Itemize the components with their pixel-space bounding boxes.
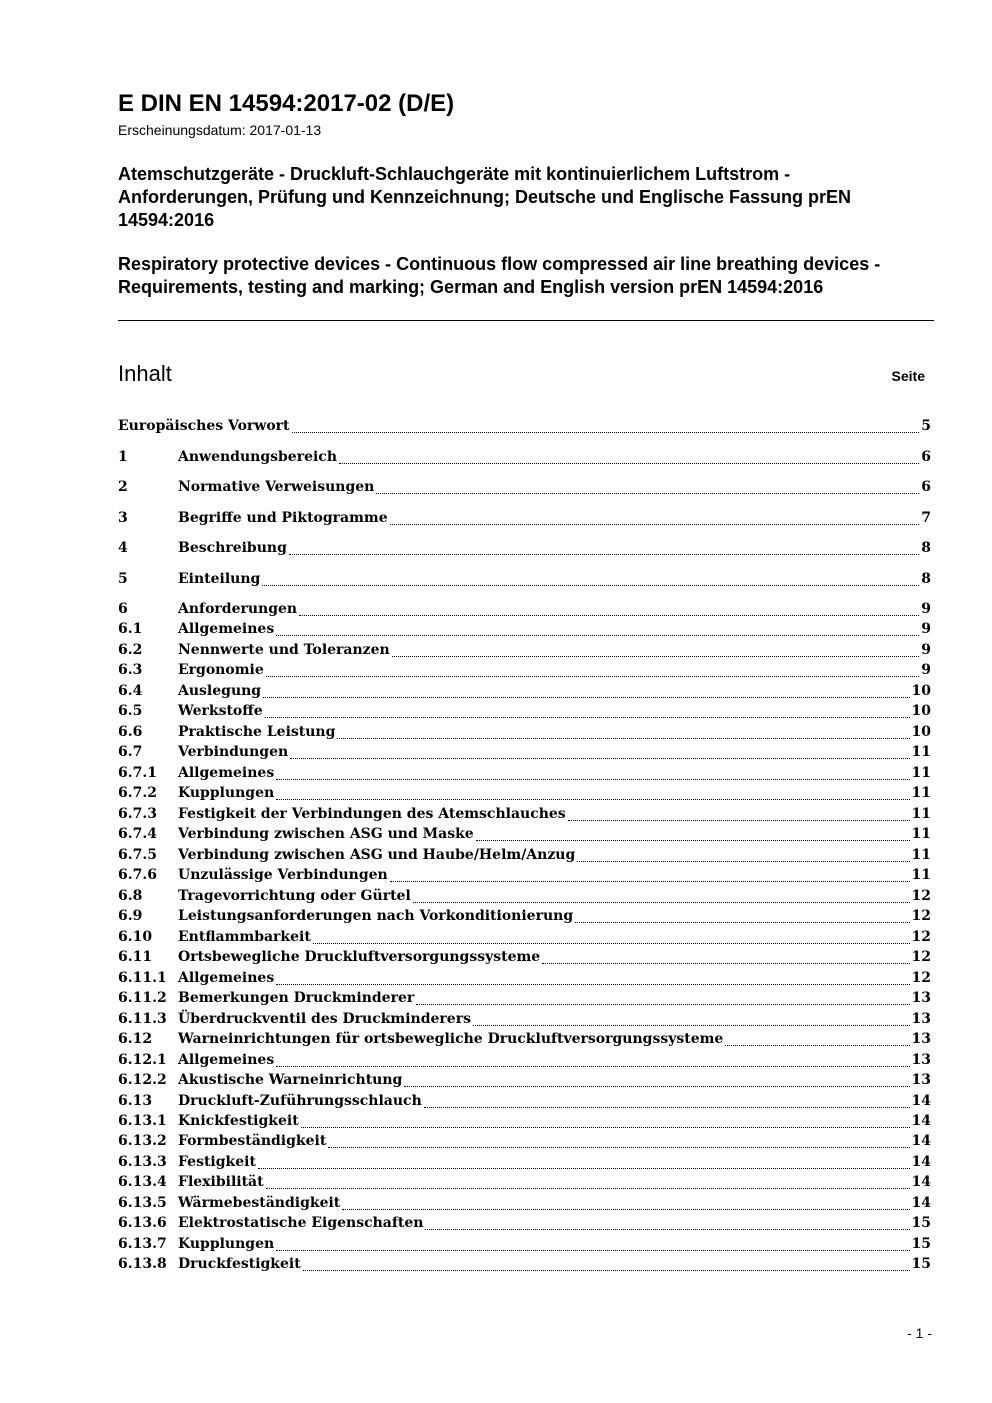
toc-entry[interactable] [118, 1215, 931, 1236]
toc-entry[interactable] [118, 1113, 931, 1134]
toc-dot-leader [299, 615, 919, 616]
toc-entry[interactable] [118, 929, 931, 950]
toc-entry-page: 12 [911, 908, 931, 925]
toc-entry-page: 11 [911, 764, 931, 781]
toc-entry[interactable] [118, 510, 931, 531]
toc-entry-title: Beschreibung [178, 540, 287, 556]
toc-dot-leader [376, 493, 919, 494]
toc-entry-number: 6.9 [118, 908, 143, 925]
toc-heading: Inhalt [118, 361, 172, 386]
toc-entry[interactable] [118, 785, 931, 806]
toc-entry-title: Kupplungen [178, 785, 275, 802]
toc-entry-page: 11 [911, 867, 931, 884]
toc-entry-title: Europäisches Vorwort [118, 418, 290, 434]
toc-dot-leader [276, 1066, 909, 1067]
toc-dot-leader [476, 840, 910, 841]
toc-entry-page: 10 [911, 723, 931, 740]
toc-dot-leader [342, 1209, 909, 1210]
toc-entry[interactable] [118, 724, 931, 745]
toc-entry-title: Auslegung [178, 682, 262, 699]
page-number: - 1 - [907, 1325, 932, 1341]
toc-entry-number: 6.13.1 [118, 1113, 167, 1129]
toc-entry-title: Leistungsanforderungen nach Vorkonditionierung [178, 908, 574, 925]
toc-dot-leader [289, 554, 919, 555]
toc-entry[interactable] [118, 540, 931, 561]
toc-entry-page: 13 [911, 1051, 931, 1068]
toc-entry-title: Kupplungen [178, 1235, 275, 1252]
toc-entry[interactable] [118, 867, 931, 888]
toc-entry-title: Einteilung [178, 570, 261, 587]
document-title: E DIN EN 14594:2017-02 (D/E) [118, 90, 455, 117]
toc-entry[interactable] [118, 806, 931, 827]
toc-dot-leader [266, 1188, 910, 1189]
toc-entry-title: Bemerkungen Druckminderer [178, 990, 415, 1007]
toc-dot-leader [263, 697, 909, 698]
toc-entry-number: 6.12.2 [118, 1072, 167, 1089]
toc-entry-number: 6.8 [118, 887, 143, 904]
toc-entry-title: Ortsbewegliche Druckluftversorgungssysteme [178, 949, 541, 966]
toc-entry-title: Werkstoffe [178, 703, 263, 720]
toc-entry[interactable] [118, 1031, 931, 1052]
toc-entry-number: 6.7.2 [118, 785, 157, 802]
toc-entry[interactable] [118, 949, 931, 970]
toc-entry[interactable] [118, 1256, 931, 1277]
toc-entry[interactable] [118, 765, 931, 786]
toc-entry[interactable] [118, 449, 931, 470]
toc-dot-leader [276, 984, 909, 985]
toc-dot-leader [392, 656, 920, 657]
toc-entry-number: 6.11.1 [118, 969, 167, 986]
toc-entry-number: 6.7.1 [118, 764, 157, 781]
toc-entry-title: Begriffe und Piktogramme [178, 509, 388, 526]
toc-entry-number: 6.11 [118, 949, 153, 966]
toc-entry-title: Anwendungsbereich [178, 448, 337, 465]
toc-dot-leader [473, 1025, 910, 1026]
toc-entry-number: 6.6 [118, 723, 143, 740]
toc-entry-page: 11 [911, 744, 931, 761]
toc-entry-title: Festigkeit [178, 1153, 256, 1170]
toc-dot-leader [303, 1270, 910, 1271]
toc-entry[interactable] [118, 601, 931, 622]
toc-entry-page: 13 [911, 1072, 931, 1089]
toc-entry-number: 6.1 [118, 621, 143, 638]
toc-entry[interactable] [118, 1093, 931, 1114]
toc-entry-page: 15 [911, 1215, 931, 1232]
toc-entry[interactable] [118, 1236, 931, 1257]
toc-entry-number: 6.11.3 [118, 1010, 167, 1027]
toc-entry-title: Allgemeines [178, 969, 275, 986]
toc-entry-page: 9 [921, 662, 931, 679]
toc-entry-title: Praktische Leistung [178, 723, 336, 740]
toc-entry-page: 14 [911, 1092, 931, 1109]
toc-dot-leader [425, 1229, 909, 1230]
toc-entry[interactable] [118, 621, 931, 642]
toc-entry-number: 6.11.2 [118, 990, 167, 1007]
toc-entry-page: 15 [911, 1235, 931, 1252]
toc-entry-title: Normative Verweisungen [178, 479, 375, 495]
toc-dot-leader [262, 585, 919, 586]
toc-entry-number: 6.13.2 [118, 1133, 167, 1150]
toc-entry-title: Allgemeines [178, 1051, 275, 1068]
title-english: Respiratory protective devices - Continuous flow compressed air line breathing devices - Requirements, testing and marking; German and English version prEN 14594:2016 [118, 254, 881, 297]
toc-entry[interactable] [118, 662, 931, 683]
toc-entry-number: 6.13.3 [118, 1153, 167, 1170]
toc-entry-title: Ergonomie [178, 662, 264, 679]
toc-dot-leader [568, 820, 910, 821]
toc-dot-leader [339, 463, 919, 464]
toc-entry-number: 6.3 [118, 662, 143, 679]
toc-dot-leader [290, 758, 909, 759]
toc-entry-number: 6.7 [118, 744, 143, 761]
toc-entry-page: 9 [921, 601, 931, 617]
toc-entry-number: 6.13 [118, 1092, 153, 1109]
toc-dot-leader [313, 943, 910, 944]
toc-entry-page: 6 [921, 448, 931, 465]
toc-entry-page: 12 [911, 887, 931, 904]
toc-dot-leader [276, 1250, 909, 1251]
toc-entry-page: 11 [911, 785, 931, 802]
toc-entry-title: Formbeständigkeit [178, 1133, 327, 1150]
toc-entry-page: 13 [911, 1010, 931, 1027]
toc-entry-page: 14 [911, 1153, 931, 1170]
toc-entry-number: 6 [118, 601, 128, 617]
toc-entry[interactable] [118, 1072, 931, 1093]
toc-dot-leader [390, 881, 910, 882]
toc-entry-page: 11 [911, 826, 931, 843]
toc-entry[interactable] [118, 990, 931, 1011]
toc-dot-leader [292, 432, 920, 433]
toc-entry-page: 12 [911, 949, 931, 966]
toc-entry-page: 9 [921, 621, 931, 638]
toc-entry-page: 9 [921, 641, 931, 658]
toc-entry-title: Festigkeit der Verbindungen des Atemschlauches [178, 805, 566, 822]
toc-entry-title: Unzulässige Verbindungen [178, 867, 388, 884]
toc-dot-leader [337, 738, 909, 739]
toc-entry-number: 6.13.6 [118, 1215, 167, 1232]
toc-entry-number: 6.12 [118, 1031, 153, 1048]
toc-entry-page: 7 [921, 509, 931, 526]
toc-dot-leader [276, 635, 919, 636]
toc-entry-number: 6.13.4 [118, 1174, 167, 1191]
toc-entry-title: Knickfestigkeit [178, 1113, 299, 1129]
toc-dot-leader [301, 1127, 910, 1128]
toc-entry-number: 6.12.1 [118, 1051, 167, 1068]
toc-entry-page: 6 [921, 479, 931, 495]
toc-entry-title: Entflammbarkeit [178, 928, 311, 945]
toc-entry-title: Elektrostatische Eigenschaften [178, 1215, 424, 1232]
toc-entry-number: 2 [118, 479, 128, 495]
toc-entry-title: Tragevorrichtung oder Gürtel [178, 887, 411, 904]
toc-dot-leader [276, 799, 909, 800]
toc-dot-leader [577, 861, 909, 862]
toc-entry[interactable] [118, 888, 931, 909]
toc-entry-number: 4 [118, 540, 128, 556]
toc-entry-page: 12 [911, 969, 931, 986]
toc-entry-page: 8 [921, 570, 931, 587]
toc-dot-leader [266, 676, 920, 677]
toc-entry-number: 1 [118, 448, 128, 465]
toc-entry-title: Flexibilität [178, 1174, 264, 1191]
toc-dot-leader [413, 902, 910, 903]
toc-entry[interactable] [118, 908, 931, 929]
toc-dot-leader [258, 1168, 910, 1169]
toc-entry-title: Allgemeines [178, 621, 275, 638]
toc-entry[interactable] [118, 1052, 931, 1073]
toc-entry-title: Warneinrichtungen für ortsbewegliche Druckluftversorgungssysteme [178, 1031, 724, 1048]
toc-dot-leader [424, 1107, 910, 1108]
toc-entry-number: 6.7.6 [118, 867, 157, 884]
toc-entry-number: 6.5 [118, 703, 143, 720]
toc-entry-page: 14 [911, 1133, 931, 1150]
toc-entry[interactable] [118, 683, 931, 704]
toc-entry[interactable] [118, 847, 931, 868]
toc-entry-title: Druckluft-Zuführungsschlauch [178, 1092, 422, 1109]
toc-entry-page: 14 [911, 1194, 931, 1211]
toc-entry[interactable] [118, 703, 931, 724]
toc-entry-title: Anforderungen [178, 601, 298, 617]
toc-entry[interactable] [118, 1154, 931, 1175]
toc-entry-page: 14 [911, 1174, 931, 1191]
title-divider [118, 320, 934, 321]
toc-page-column-label: Seite [891, 368, 925, 384]
toc-entry-number: 6.13.7 [118, 1235, 167, 1252]
toc-entry[interactable] [118, 642, 931, 663]
toc-entry[interactable] [118, 479, 931, 500]
toc-entry-page: 10 [911, 703, 931, 720]
toc-entry-title: Überdruckventil des Druckminderers [178, 1010, 471, 1027]
toc-entry-title: Akustische Warneinrichtung [178, 1072, 403, 1089]
toc-entry-number: 6.7.5 [118, 846, 157, 863]
toc-entry-number: 6.4 [118, 682, 143, 699]
toc-entry-title: Nennwerte und Toleranzen [178, 641, 390, 658]
publication-date: Erscheinungsdatum: 2017-01-13 [118, 122, 322, 138]
toc-entry-page: 11 [911, 846, 931, 863]
toc-dot-leader [542, 963, 909, 964]
toc-entry[interactable] [118, 418, 931, 439]
toc-entry-page: 14 [911, 1113, 931, 1129]
toc-dot-leader [265, 717, 910, 718]
toc-entry-number: 6.2 [118, 641, 143, 658]
toc-dot-leader [404, 1086, 909, 1087]
toc-dot-leader [416, 1004, 909, 1005]
toc-entry-page: 12 [911, 928, 931, 945]
toc-entry-number: 6.13.5 [118, 1194, 167, 1211]
toc-dot-leader [328, 1147, 909, 1148]
toc-entry-number: 6.10 [118, 928, 153, 945]
toc-entry-title: Druckfestigkeit [178, 1256, 301, 1273]
toc-entry-title: Verbindung zwischen ASG und Haube/Helm/Anzug [178, 846, 576, 863]
toc-dot-leader [725, 1045, 909, 1046]
toc-entry[interactable] [118, 744, 931, 765]
toc-dot-leader [276, 779, 909, 780]
toc-entry[interactable] [118, 1195, 931, 1216]
toc-entry-page: 15 [911, 1256, 931, 1273]
toc-entry-number: 3 [118, 509, 128, 526]
toc-entry-page: 11 [911, 805, 931, 822]
toc-entry-page: 5 [921, 418, 931, 434]
toc-entry-title: Allgemeines [178, 764, 275, 781]
toc-entry-title: Verbindungen [178, 744, 289, 761]
toc-entry-page: 10 [911, 682, 931, 699]
toc-entry[interactable] [118, 1133, 931, 1154]
toc-entry-number: 6.7.4 [118, 826, 157, 843]
toc-entry-title: Wärmebeständigkeit [178, 1194, 341, 1211]
toc-entry[interactable] [118, 970, 931, 991]
toc-entry[interactable] [118, 1174, 931, 1195]
toc-dot-leader [575, 922, 909, 923]
toc-entry-page: 13 [911, 990, 931, 1007]
toc-entry-page: 13 [911, 1031, 931, 1048]
toc-entry-number: 5 [118, 570, 128, 587]
title-german: Atemschutzgeräte - Druckluft-Schlauchgeräte mit kontinuierlichem Luftstrom - Anforderungen, Prüfung und Kennzeichnung; Deutsche und Englische Fassung prEN 14594:2016 [118, 164, 852, 230]
toc-dot-leader [390, 524, 920, 525]
toc-entry-page: 8 [921, 540, 931, 556]
toc-entry[interactable] [118, 1011, 931, 1032]
toc-entry[interactable] [118, 826, 931, 847]
toc-entry-title: Verbindung zwischen ASG und Maske [178, 826, 474, 843]
toc-entry[interactable] [118, 571, 931, 592]
toc-entry-number: 6.13.8 [118, 1256, 167, 1273]
toc-entry-number: 6.7.3 [118, 805, 157, 822]
